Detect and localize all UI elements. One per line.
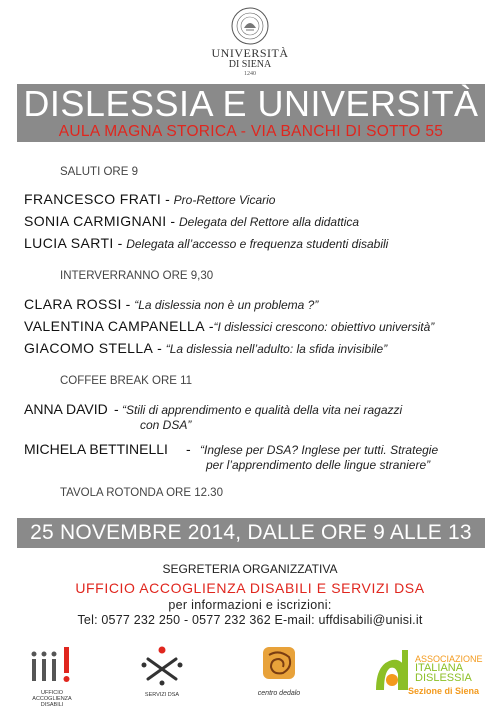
section-interventi: INTERVERRANNO ORE 9,30 (60, 270, 214, 282)
section-tavola-rotonda: TAVOLA ROTONDA ORE 12.30 (60, 487, 223, 499)
logo-aid (372, 648, 492, 702)
office-name: UFFICIO ACCOGLIENZA DISABILI E SERVIZI DSA (75, 580, 425, 596)
speaker-row: VALENTINA CAMPANELLA -“I dislessici crescono: obiettivo università” (24, 318, 435, 334)
aid-logo-icon (372, 650, 412, 694)
speaker-name: GIACOMO STELLA (24, 340, 154, 356)
aid-line3: DISLESSIA (415, 672, 472, 684)
dash: - (114, 401, 119, 417)
university-year: 1240 (244, 71, 256, 77)
aid-line2: ITALIANA (415, 662, 464, 674)
talk-title: “I dislessici crescono: obiettivo università” (213, 320, 435, 334)
talk-title: “La dislessia non è un problema ?” (134, 298, 319, 312)
speaker-role: Pro-Rettore Vicario (173, 193, 276, 207)
info-label: per informazioni e iscrizioni: (168, 598, 332, 612)
aid-line1: ASSOCIAZIONE (415, 654, 483, 664)
contact-line: Tel: 0577 232 250 - 0577 232 362 E-mail: uffdisabili@unisi.it (77, 613, 423, 627)
speaker-role: Delegata all’accesso e frequenza studenti disabili (126, 237, 389, 251)
servizi-dsa-caption: SERVIZI DSA (144, 692, 180, 698)
speaker-row: LUCIA SARTI - Delegata all’accesso e frequenza studenti disabili (24, 235, 389, 251)
section-coffee-break: COFFEE BREAK ORE 11 (60, 375, 193, 387)
event-date: 25 NOVEMBRE 2014, DALLE ORE 9 ALLE 13 (30, 521, 472, 544)
speaker-name: CLARA ROSSI (24, 296, 122, 312)
ufficio-logo-icon (24, 645, 80, 685)
talk-title-line2: per l’apprendimento delle lingue straniere” (206, 458, 431, 472)
page-title: DISLESSIA E UNIVERSITÀ (23, 83, 479, 124)
university-city: DI SIENA (228, 59, 272, 70)
speaker-row: CLARA ROSSI - “La dislessia non è un problema ?” (24, 296, 319, 312)
logo-ufficio-accoglienza (24, 645, 80, 708)
speaker-row: SONIA CARMIGNANI - Delegata del Rettore alla didattica (24, 213, 360, 229)
dedalo-caption: centro dedalo (257, 690, 301, 697)
speaker-name: FRANCESCO FRATI (24, 191, 162, 207)
ufficio-logo-caption: UFFICIO ACCOGLIENZA DISABILI (32, 690, 72, 708)
segreteria-label: SEGRETERIA ORGANIZZATIVA (162, 562, 338, 576)
speaker-name: LUCIA SARTI (24, 235, 114, 251)
aid-line4: Sezione di Siena (408, 686, 480, 696)
talk-title: “La dislessia nell’adulto: la sfida invisibile” (165, 342, 388, 356)
speaker-row: FRANCESCO FRATI - Pro-Rettore Vicario (24, 191, 276, 207)
dash: - (186, 441, 191, 457)
dedalo-labyrinth-icon (253, 645, 305, 685)
servizi-dsa-logo-icon (138, 645, 186, 687)
speaker-name: MICHELA BETTINELLI (24, 441, 168, 457)
talk-title-line2: con DSA” (140, 418, 192, 432)
university-seal-icon (230, 6, 270, 46)
venue-subtitle: AULA MAGNA STORICA - VIA BANCHI DI SOTTO 55 (58, 123, 444, 140)
speaker-row: GIACOMO STELLA - “La dislessia nell’adulto: la sfida invisibile” (24, 340, 388, 356)
section-saluti: SALUTI ORE 9 (60, 166, 138, 178)
speaker-name: SONIA CARMIGNANI (24, 213, 167, 229)
speaker-name: VALENTINA CAMPANELLA (24, 318, 205, 334)
talk-title-line1: “Stili di apprendimento e qualità della vita nei ragazzi (122, 403, 403, 417)
speaker-role: Delegata del Rettore alla didattica (178, 215, 360, 229)
speaker-name: ANNA DAVID (24, 401, 108, 417)
talk-title-line1: “Inglese per DSA? Inglese per tutti. Strategie (200, 443, 439, 457)
logo-centro-dedalo (253, 645, 305, 700)
university-name: UNIVERSITÀ (211, 46, 289, 60)
logo-servizi-dsa (138, 645, 186, 700)
